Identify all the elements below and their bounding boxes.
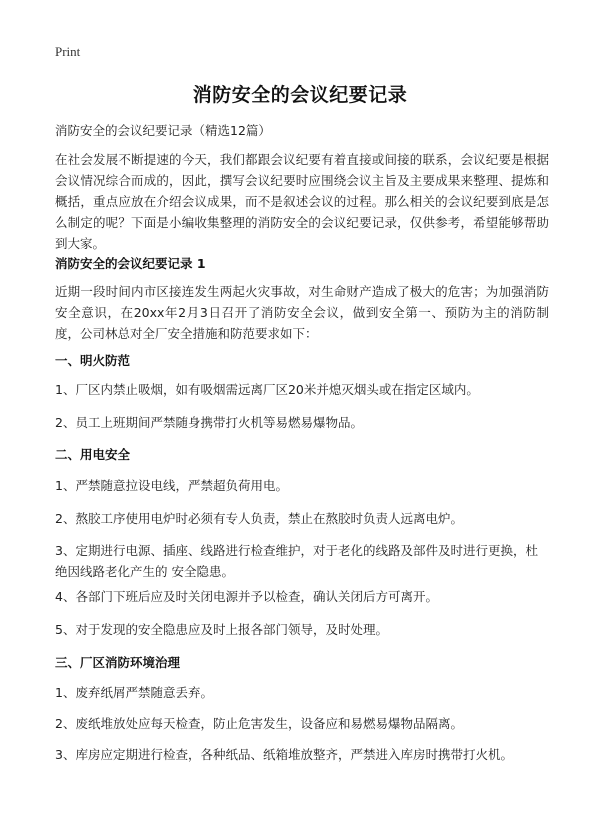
list-item: 2、员工上班期间严禁随身携带打火机等易燃易爆物品。 (55, 415, 363, 430)
section-heading-1: 消防安全的会议纪要记录 1 (55, 256, 206, 271)
list-item: 1、废弃纸屑严禁随意丢弃。 (55, 685, 213, 700)
list-item: 5、对于发现的安全隐患应及时上报各部门领导，及时处理。 (55, 622, 388, 637)
list-item: 4、各部门下班后应及时关闭电源并予以检查，确认关闭后方可离开。 (55, 589, 438, 604)
print-link[interactable]: Print (55, 44, 81, 59)
heading-environment: 三、厂区消防环境治理 (55, 655, 181, 670)
list-item: 2、废纸堆放处应每天检查，防止危害发生，设备应和易燃易爆物品隔离。 (55, 716, 463, 731)
heading-electrical-safety: 二、用电安全 (55, 447, 131, 462)
page-subtitle: 消防安全的会议纪要记录（精选12篇） (55, 123, 271, 138)
section1-paragraph: 近期一段时间内市区接连发生两起火灾事故，对生命财产造成了极大的危害；为加强消防安全意识，在20xx年2月3日召开了消防安全会议，做到安全第一、预防为主的消防制度，公司林总对全厂安全措施和防范要求如下： (55, 284, 549, 341)
list-item: 3、定期进行电源、插座、线路进行检查维护，对于老化的线路及部件及时进行更换，杜绝因线路老化产生的 安全隐患。 (55, 543, 538, 579)
page-title: 消防安全的会议纪要记录 (192, 84, 408, 106)
list-item: 2、熬胶工序使用电炉时必须有专人负责，禁止在熬胶时负责人远离电炉。 (55, 511, 463, 526)
list-item: 3、库房应定期进行检查，各种纸品、纸箱堆放整齐，严禁进入库房时携带打火机。 (55, 747, 513, 762)
intro-paragraph: 在社会发展不断提速的今天，我们都跟会议纪要有着直接或间接的联系，会议纪要是根据会议情况综合而成的，因此，撰写会议纪要时应围绕会议主旨及主要成果来整理、提炼和概括，重点应放在介绍会议成果，而不是叙述会议的过程。那么相关的会议纪要到底是怎么制定的呢？下面是小编收集整理的消防安全的会议纪要记录，仅供参考，希望能够帮助到大家。 (55, 152, 549, 251)
heading-open-flame: 一、明火防范 (55, 353, 131, 368)
list-item: 1、严禁随意拉设电线，严禁超负荷用电。 (55, 478, 288, 493)
list-item: 1、厂区内禁止吸烟，如有吸烟需远离厂区20米并熄灭烟头或在指定区域内。 (55, 382, 479, 397)
